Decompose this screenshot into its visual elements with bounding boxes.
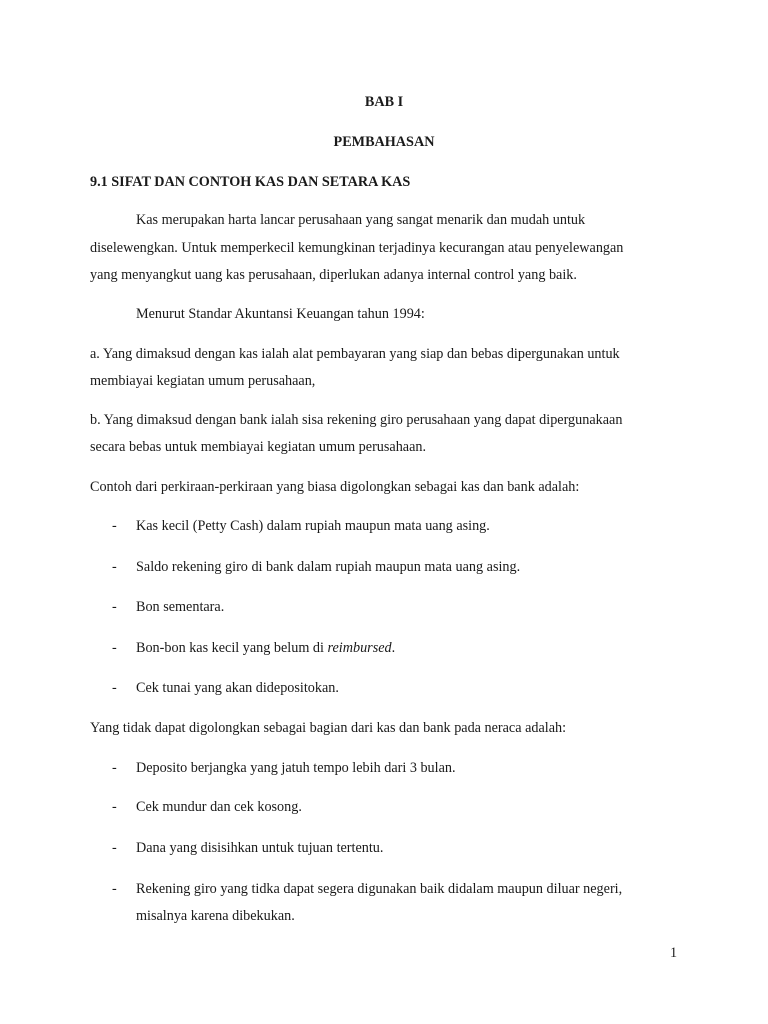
standard-intro: Menurut Standar Akuntansi Keuangan tahun 1994: [136, 306, 425, 322]
bullet-dash: - [112, 680, 117, 696]
bullet-dash: - [112, 518, 117, 534]
bullet-dash: - [112, 640, 117, 656]
list-item-text: Cek tunai yang akan didepositokan. [136, 680, 339, 696]
list-item-text: Deposito berjangka yang jatuh tempo lebih dari 3 bulan. [136, 760, 456, 776]
bullet-dash: - [112, 559, 117, 575]
list-item-text: Cek mundur dan cek kosong. [136, 799, 302, 815]
page-title: PEMBAHASAN [333, 134, 435, 150]
definition-b-line-2: secara bebas untuk membiayai kegiatan umum perusahaan. [90, 439, 427, 455]
list-item-text-line-1: Rekening giro yang tidka dapat segera digunakan baik didalam maupun diluar negeri, [136, 881, 623, 897]
intro-line-3: yang menyangkut uang kas perusahaan, diperlukan adanya internal control yang baik. [90, 267, 577, 283]
list-item-text-suffix: . [391, 640, 396, 656]
list-item-text: Dana yang disisihkan untuk tujuan tertentu. [136, 840, 384, 856]
bullet-dash: - [112, 881, 117, 897]
page-number: 1 [670, 945, 678, 961]
list-item-text: Saldo rekening giro di bank dalam rupiah maupun mata uang asing. [136, 559, 521, 575]
chapter-label: BAB I [364, 94, 404, 110]
list-item-text-line-2: misalnya karena dibekukan. [136, 908, 295, 924]
examples-intro: Contoh dari perkiraan-perkiraan yang biasa digolongkan sebagai kas dan bank adalah: [90, 479, 580, 495]
bullet-dash: - [112, 840, 117, 856]
intro-line-1: Kas merupakan harta lancar perusahaan yang sangat menarik dan mudah untuk [136, 212, 586, 228]
definition-a-line-1: a. Yang dimaksud dengan kas ialah alat pembayaran yang siap dan bebas dipergunakan untuk [90, 346, 620, 362]
section-heading: 9.1 SIFAT DAN CONTOH KAS DAN SETARA KAS [90, 174, 411, 190]
definition-a-line-2: membiayai kegiatan umum perusahaan, [90, 373, 316, 389]
definition-b-line-1: b. Yang dimaksud dengan bank ialah sisa rekening giro perusahaan yang dapat dipergunakaan [90, 412, 623, 428]
bullet-dash: - [112, 599, 117, 615]
italic-term: reimbursed [327, 640, 392, 656]
list-item-text: Kas kecil (Petty Cash) dalam rupiah maupun mata uang asing. [136, 518, 490, 534]
list-item-text: Bon sementara. [136, 599, 225, 615]
bullet-dash: - [112, 799, 117, 815]
non-examples-intro: Yang tidak dapat digolongkan sebagai bagian dari kas dan bank pada neraca adalah: [90, 720, 567, 736]
list-item-text-prefix: Bon-bon kas kecil yang belum di [136, 640, 328, 656]
bullet-dash: - [112, 760, 117, 776]
intro-line-2: diselewengkan. Untuk memperkecil kemungkinan terjadinya kecurangan atau penyelewangan [90, 240, 624, 256]
list-item-text [136, 640, 395, 657]
